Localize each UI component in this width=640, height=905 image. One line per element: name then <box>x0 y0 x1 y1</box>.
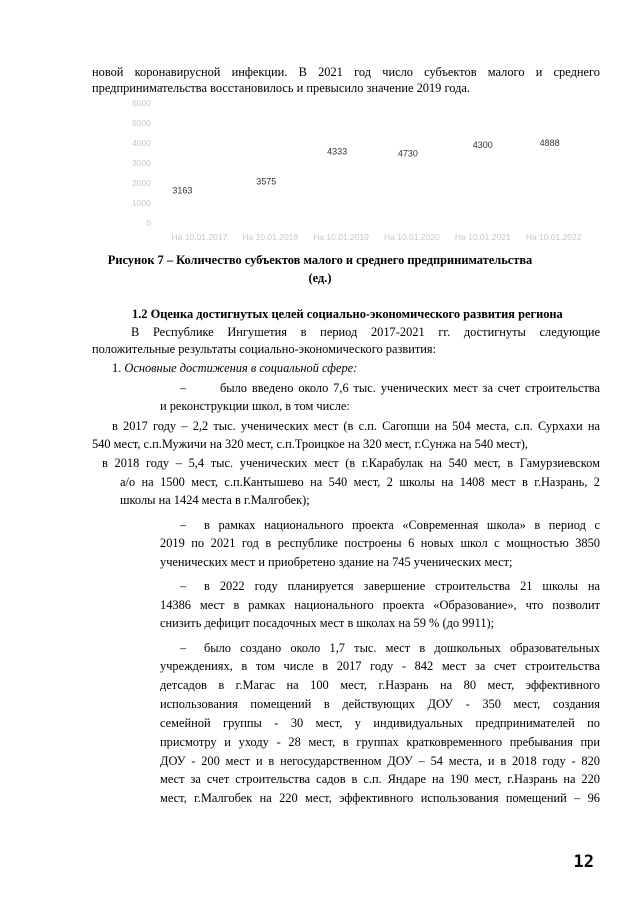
bullet-dash: – <box>180 381 187 395</box>
list-item <box>112 360 357 376</box>
chart-bar <box>388 128 427 223</box>
bullet-line: учреждениях, в том числе в 2017 году - 842 мест за счет строительства <box>160 659 600 673</box>
bar-value-label: 3163 <box>172 185 193 196</box>
paragraph-line: положительные результаты социально-экономического развития: <box>92 342 437 356</box>
x-tick-label: На 10.01.2021 <box>454 232 511 242</box>
bullet-line: в 2022 году планируется завершение строительства 21 школы на <box>204 579 600 593</box>
y-tick-label: 0 <box>146 218 151 228</box>
bullet-line: детсадов в г.Магас на 100 мест, г.Назрань на 80 мест, эффективного <box>160 678 600 692</box>
bullet-line: снизить дефицит посадочных мест в школах на 59 % (до 9911); <box>160 616 495 630</box>
bullet-line: было создано около 1,7 тыс. мест в дошкольных образовательных <box>204 641 600 655</box>
list-item-title: Основные достижения в социальной сфере: <box>124 361 358 375</box>
paragraph-line: а/о на 1500 мест, с.п.Кантышево на 540 мест, 2 школы на 1408 мест в г.Назрань, 2 <box>120 475 600 489</box>
page-number: 12 <box>573 852 594 872</box>
bullet-line: ученических мест и приобретено здание на 745 ученических мест; <box>160 555 513 569</box>
bullet-dash: – <box>180 641 187 655</box>
x-tick-label: На 10.01.2017 <box>171 232 228 242</box>
list-item-number: 1. <box>112 361 125 375</box>
bullet-dash: – <box>180 579 187 593</box>
bullet-line: мест за счет строительства садов в с.п. Яндаре на 190 мест, г.Назрань на 220 <box>160 772 600 786</box>
bar-value-label: 4300 <box>472 140 493 150</box>
bullet-line: мест, г.Малгобек на 220 мест, эффективного использования помещений – 96 <box>160 791 600 805</box>
bullet-line: использования помещений в действующих ДОУ - 350 мест, создания <box>160 697 600 711</box>
bar-value-label: 4888 <box>539 138 560 149</box>
x-tick-label: На 10.01.2022 <box>525 232 582 242</box>
x-tick-label: На 10.01.2018 <box>242 232 299 242</box>
y-tick-label: 5000 <box>132 118 151 128</box>
y-tick-label: 1000 <box>132 198 151 208</box>
bar-value-label: 3575 <box>256 176 277 187</box>
intro-line: предпринимательства восстановилось и превысило значение 2019 года. <box>92 81 470 95</box>
bullet-line: в рамках национального проекта «Современная школа» в период с <box>204 518 600 532</box>
y-tick-label: 6000 <box>132 98 151 108</box>
y-tick-label: 4000 <box>132 138 151 148</box>
x-tick-label: На 10.01.2020 <box>384 232 440 242</box>
bullet-line: было введено около 7,6 тыс. ученических мест за счет строительства <box>220 381 600 395</box>
intro-line: новой коронавирусной инфекции. В 2021 год число субъектов малого и среднего <box>92 65 600 79</box>
bar-value-label: 4333 <box>327 146 348 157</box>
bullet-line: 2019 по 2021 год в республике построены 6 новых школ с мощностью 3850 <box>160 536 600 550</box>
y-tick-label: 2000 <box>132 178 151 188</box>
x-tick-label: На 10.01.2019 <box>313 232 369 242</box>
bullet-line: присмотру и уходу - 28 мест, в группах кратковременного пребывания при <box>160 735 600 749</box>
paragraph-line: школы на 1424 места в г.Малгобек); <box>120 493 310 507</box>
figure-caption-unit: (ед.) <box>308 271 332 285</box>
bullet-line: 14386 мест в рамках национального проекта «Образование», что позволит <box>160 598 600 612</box>
figure-caption: Рисунок 7 – Количество субъектов малого и среднего предпринимательства <box>107 253 533 267</box>
smb-count-chart <box>0 0 640 250</box>
paragraph-line: 540 мест, с.п.Мужичи на 320 мест, с.п.Троицкое на 320 мест, г.Сунжа на 540 мест), <box>92 437 529 451</box>
chart-bar <box>247 152 286 224</box>
paragraph-line: В Республике Ингушетия в период 2017-2021 гг. достигнуты следующие <box>131 325 600 339</box>
bullet-line: ДОУ - 200 мест и в негосударственном ДОУ – 54 места, и в 2018 году - 820 <box>160 754 600 768</box>
paragraph-line: в 2018 году – 5,4 тыс. ученических мест (в г.Карабулак на 540 мест, в Гамурзиевском <box>102 456 600 470</box>
bar-value-label: 4730 <box>397 148 418 159</box>
paragraph-line: в 2017 году – 2,2 тыс. ученических мест (в с.п. Сагопши на 504 места, с.п. Сурхахи на <box>112 419 600 433</box>
bullet-line: и реконструкции школ, в том числе: <box>160 399 350 413</box>
bullet-line: семейной группы - 30 мест, у индивидуальных предпринимателей по <box>160 716 600 730</box>
y-tick-label: 3000 <box>132 158 151 168</box>
bullet-dash: – <box>180 518 187 532</box>
section-title: 1.2 Оценка достигнутых целей социально-экономического развития региона <box>132 307 563 321</box>
